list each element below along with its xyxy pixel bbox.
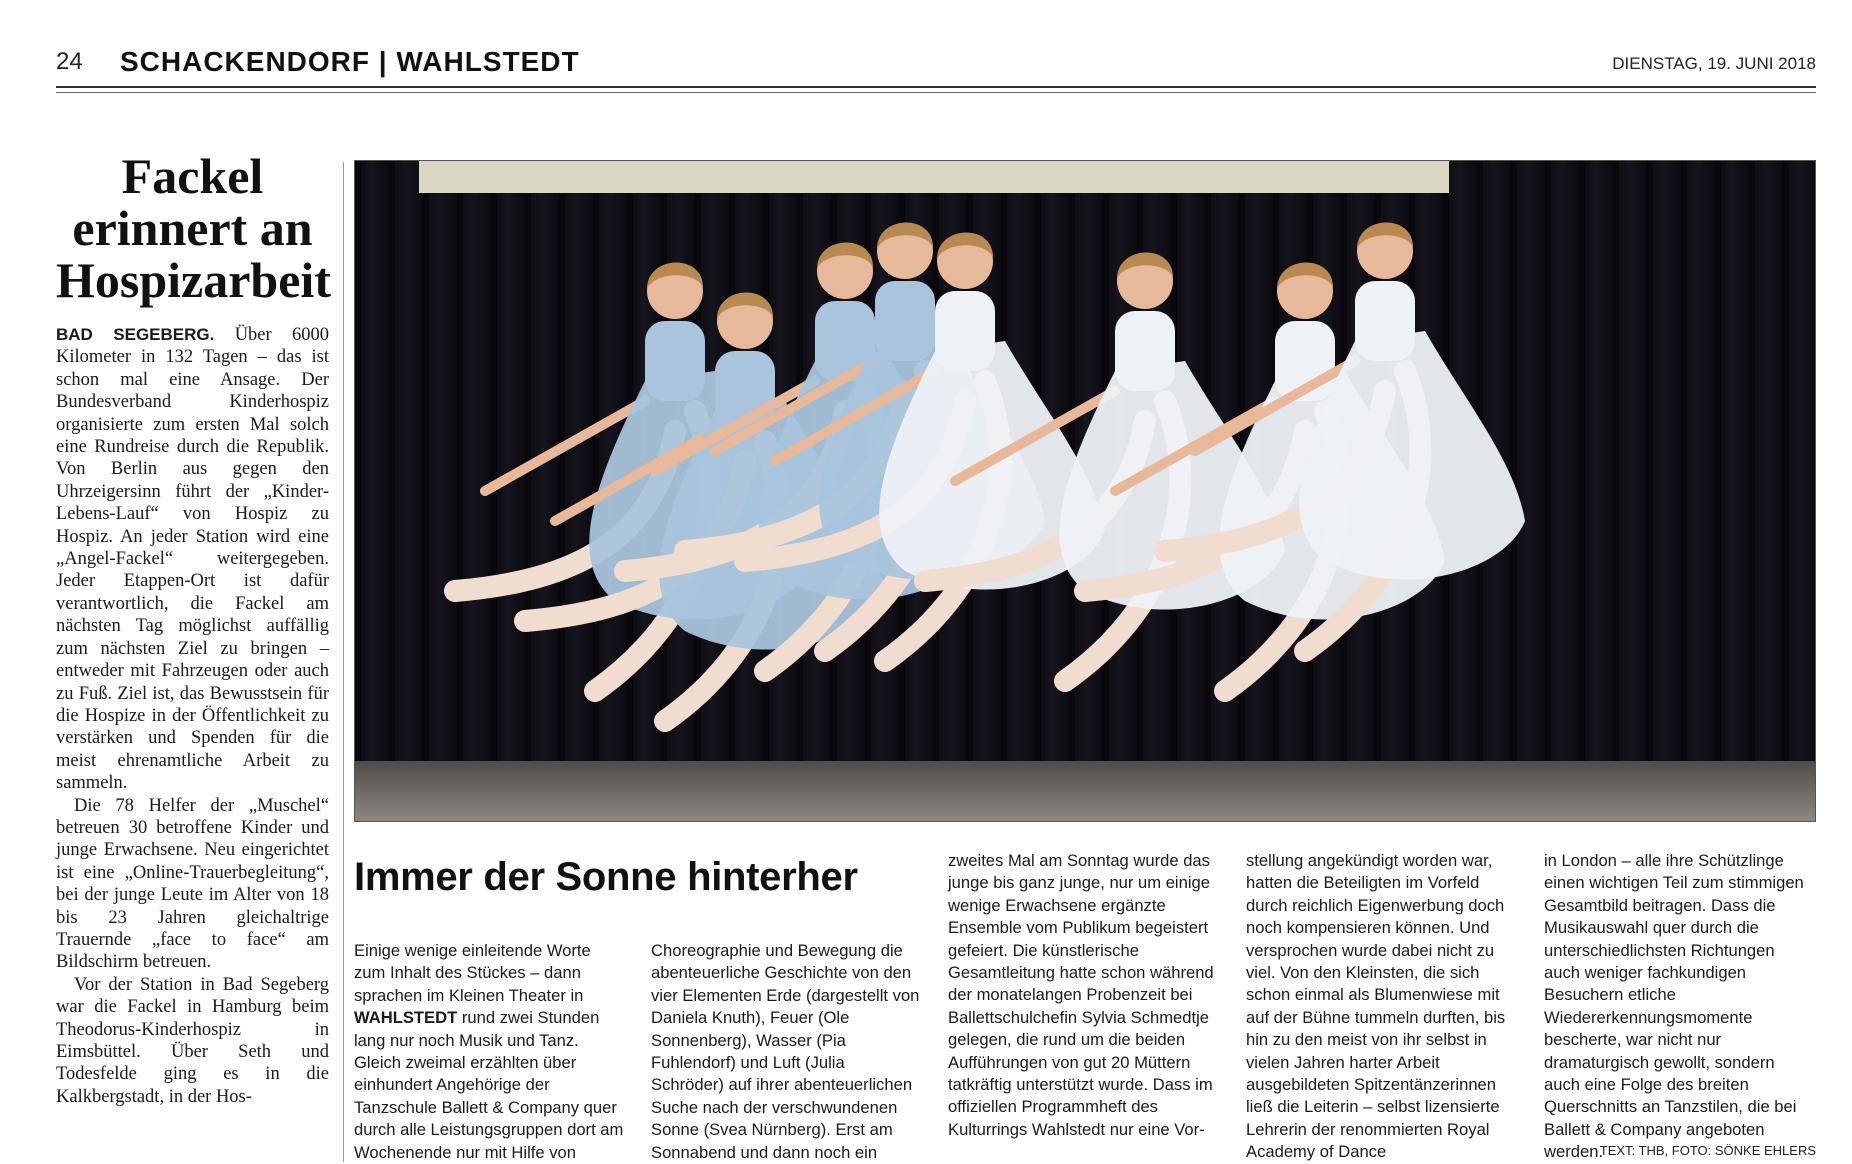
page-number: 24 bbox=[56, 48, 83, 75]
dancer-torso bbox=[645, 321, 705, 401]
dancer-torso bbox=[1355, 281, 1415, 361]
dancer-torso bbox=[935, 291, 995, 371]
article-column-3 bbox=[948, 850, 1218, 1141]
dateline: BAD SEGEBERG. bbox=[56, 325, 215, 344]
col1-intro: Einige wenige einleitende Worte zum Inhalt des Stückes – dann sprachen im Kleinen Theater in bbox=[354, 941, 591, 1005]
article-column-2 bbox=[651, 940, 921, 1164]
dateline-place: WAHLSTEDT bbox=[354, 1008, 458, 1028]
issue-date: DIENSTAG, 19. JUNI 2018 bbox=[1612, 54, 1816, 73]
header-rule-thin bbox=[56, 92, 1816, 93]
title-line: erinnert an bbox=[72, 200, 313, 256]
left-article-body bbox=[56, 324, 329, 1108]
photo-credit: TEXT: THB, FOTO: SÖNKE EHLERS bbox=[1599, 1143, 1816, 1158]
left-paragraph-2: Die 78 Helfer der „Muschel“ betreuen 30 betroffene Kinder und junge Erwachsene. Neu eingerichtet ist eine „Online-Trauerbegleitung“, bei der junge Leute im Alter von 18 bis 23 Jahren gleichaltrige Trauernde „face to face“ am Bildschirm betreuen. bbox=[56, 795, 329, 973]
col1-text: rund zwei Stunden lang nur noch Musik und Tanz. Gleich zweimal erzählten über einhundert Angehörige der Tanzschule Ballett & Company quer durch alle Leistungsgruppen dort am Wochenende nur mit Hilfe von bbox=[354, 1008, 624, 1162]
col2-text: Choreographie und Bewegung die abenteuerliche Geschichte von den vier Elementen Erde (dargestellt von Daniela Knuth), Feuer (Ole Sonnenberg), Wasser (Pia Fuhlendorf) und Luft (Julia Schröder) auf ihrer abenteuerlichen Suche nach der verschwundenen Sonne (Svea Nürnberg). Erst am Sonnabend und dann noch ein bbox=[651, 941, 920, 1162]
article-column-1 bbox=[354, 940, 624, 1164]
article-column-5 bbox=[1544, 850, 1814, 1164]
left-article bbox=[56, 150, 329, 1108]
title-line: Fackel bbox=[121, 148, 264, 204]
col5-text: in London – alle ihre Schützlinge einen wichtigen Teil zum stimmigen Gesamtbild beitragen. Dass die Musikauswahl quer durch die unterschiedlichsten Richtungen auch weniger fachkundigen Besuchern etliche Wiedererkennungsmomente bescherte, war nicht nur dramaturgisch gewollt, sondern auch eine Folge des breiten Querschnitts an Tanzstilen, die bei Ballett & Company angeboten werden. bbox=[1544, 851, 1804, 1162]
ballet-dancers-image bbox=[355, 161, 1815, 821]
left-article-title bbox=[56, 150, 329, 306]
left-paragraph-3: Vor der Station in Bad Segeberg war die Fackel in Hamburg beim Theodorus-Kinderhospiz in Eimsbüttel. Über Seth und Todesfelde ging es in die Kalkbergstadt, in der Hos- bbox=[56, 974, 329, 1107]
dancer-torso bbox=[1115, 311, 1175, 391]
col4-text: stellung angekündigt worden war, hatten die Beteiligten im Vorfeld durch reichlich Eigenwerbung doch noch kompensieren können. Und versprochen wurde dabei nicht zu viel. Von den Kleinsten, die sich schon einmal als Blumenwiese mit auf der Bühne tummeln durften, bis hin zu den meist von ihr selbst in vielen Jahren harter Arbeit ausgebildeten Spitzentänzerinnen ließ die Leiterin – selbst lizensierte Lehrerin der renommierten Royal Academy of Dance bbox=[1246, 851, 1506, 1162]
section-title: SCHACKENDORF | WAHLSTEDT bbox=[120, 46, 580, 77]
col3-text: zweites Mal am Sonntag wurde das junge bis ganz junge, nur um einige wenige Erwachsene ergänzte Ensemble vom Publikum begeistert gefeiert. Die künstlerische Gesamtleitung hatte schon während der monatelangen Probenzeit bei Ballettschulchefin Sylvia Schmedtje gelegen, die rund um die beiden Aufführungen von gut 20 Müttern tatkräftig unterstützt wurde. Dass im offiziellen Programmheft des Kulturrings Wahlstedt nur eine Vor- bbox=[948, 851, 1214, 1139]
column-divider bbox=[343, 162, 344, 1162]
page-header bbox=[56, 40, 1816, 86]
left-paragraph-1 bbox=[56, 324, 329, 795]
title-line: Hospizarbeit bbox=[56, 252, 331, 308]
dancer-torso bbox=[875, 281, 935, 361]
stage-floor bbox=[355, 761, 1815, 821]
backdrop-screen bbox=[419, 161, 1449, 193]
article-column-4 bbox=[1246, 850, 1516, 1164]
article-headline: Immer der Sonne hinterher bbox=[354, 855, 858, 899]
left-paragraph-1-text: Über 6000 Kilometer in 132 Tagen – das ist schon mal eine Ansage. Der Bundesverband Kinderhospiz organisierte zum ersten Mal solch eine Rundreise durch die Republik. Von Berlin aus gegen den Uhrzeigersinn führt der „Kinder-Lebens-Lauf“ von Hospiz zu Hospiz. An jeder Station wird eine „Angel-Fackel“ weitergegeben. Jeder Etappen-Ort ist dafür verantwortlich, die Fackel am nächsten Tag möglichst auffällig zum nächsten Ziel zu bringen – entweder mit Fahrzeugen oder auch zu Fuß. Ziel ist, das Bewusstsein für die Hospize in der Öffentlichkeit zu verstärken und Spenden für die meist ehrenamtliche Arbeit zu sammeln. bbox=[56, 325, 330, 794]
ballet-photo bbox=[354, 160, 1816, 822]
header-rule bbox=[56, 86, 1816, 88]
